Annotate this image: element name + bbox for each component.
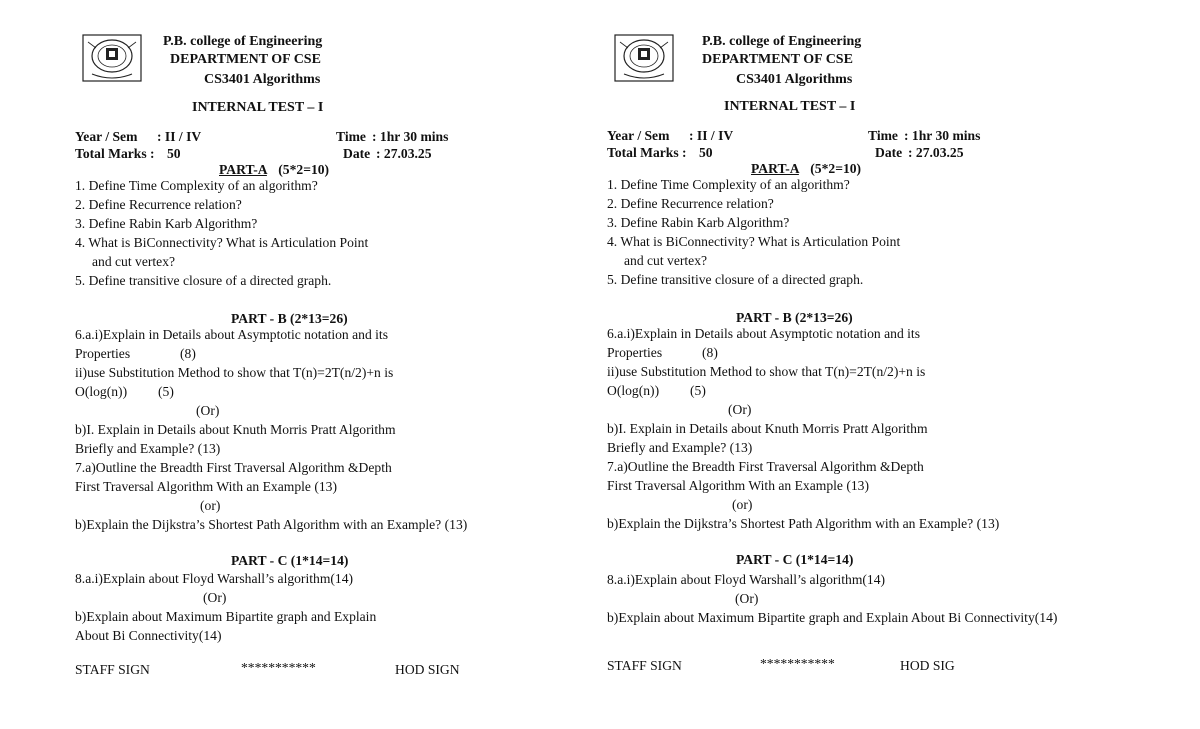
staff-sign: STAFF SIGN — [75, 662, 150, 677]
question-8a: 8.a.i)Explain about Floyd Warshall’s algorithm(14) — [75, 571, 354, 586]
year-sem-label: Year / Sem — [607, 128, 670, 143]
staff-sign: STAFF SIGN — [607, 658, 682, 673]
part-c-title: PART - C (1*14=14) — [736, 552, 854, 567]
hod-sign: HOD SIG — [900, 658, 955, 673]
question-6a-i-cont: Properties — [75, 346, 131, 361]
date-label: Date — [875, 145, 903, 160]
question-4-cont: and cut vertex? — [92, 254, 176, 269]
question-7a-cont: First Traversal Algorithm With an Example (13) — [75, 479, 337, 494]
date-value: : 27.03.25 — [908, 145, 964, 160]
question-1: 1. Define Time Complexity of an algorithm? — [75, 178, 318, 193]
part-a-heading — [219, 162, 329, 178]
question-7b: b)Explain the Dijkstra’s Shortest Path Algorithm with an Example? (13) — [75, 517, 468, 532]
question-3: 3. Define Rabin Karb Algorithm? — [75, 216, 258, 231]
total-marks-value: 50 — [167, 146, 181, 161]
part-b-title: PART - B (2*13=26) — [231, 311, 348, 326]
time-value: : 1hr 30 mins — [904, 128, 981, 143]
part-c-title: PART - C (1*14=14) — [231, 553, 349, 568]
date-label: Date — [343, 146, 371, 161]
question-6b-cont: Briefly and Example? (13) — [75, 441, 221, 456]
question-4-cont: and cut vertex? — [624, 253, 708, 268]
college-name: P.B. college of Engineering — [702, 34, 862, 49]
question-paper-left — [0, 0, 540, 729]
question-6b: b)I. Explain in Details about Knuth Morris Pratt Algorithm — [607, 421, 928, 436]
course-name: CS3401 Algorithms — [736, 72, 853, 87]
question-2: 2. Define Recurrence relation? — [607, 196, 774, 211]
year-sem-value: : II / IV — [157, 129, 202, 144]
question-8b-cont: About Bi Connectivity(14) — [75, 628, 222, 643]
year-sem-label: Year / Sem — [75, 129, 138, 144]
total-marks-value: 50 — [699, 145, 713, 160]
question-7a: 7.a)Outline the Breadth First Traversal Algorithm &Depth — [607, 459, 924, 474]
test-title: INTERNAL TEST – I — [192, 100, 324, 115]
year-sem-value: : II / IV — [689, 128, 734, 143]
part-a-marks: (5*2=10) — [278, 162, 330, 177]
total-marks-label: Total Marks : — [75, 146, 155, 161]
test-title: INTERNAL TEST – I — [724, 99, 856, 114]
question-paper-right — [532, 0, 1072, 729]
department-name: DEPARTMENT OF CSE — [170, 52, 321, 67]
question-6b: b)I. Explain in Details about Knuth Morris Pratt Algorithm — [75, 422, 396, 437]
question-1: 1. Define Time Complexity of an algorithm? — [607, 177, 850, 192]
college-emblem-icon — [614, 34, 674, 82]
question-5: 5. Define transitive closure of a directed graph. — [75, 273, 332, 288]
stars-separator: *********** — [241, 660, 316, 675]
question-6a-i: 6.a.i)Explain in Details about Asymptotic notation and its — [607, 326, 920, 341]
question-3: 3. Define Rabin Karb Algorithm? — [607, 215, 790, 230]
or-separator-7: (or) — [200, 498, 221, 513]
question-8b: b)Explain about Maximum Bipartite graph and Explain About Bi Connectivity(14) — [607, 610, 1058, 625]
question-2: 2. Define Recurrence relation? — [75, 197, 242, 212]
question-5: 5. Define transitive closure of a directed graph. — [607, 272, 864, 287]
question-6a-i-marks: (8) — [702, 345, 718, 360]
part-a-marks: (5*2=10) — [810, 161, 862, 176]
question-6b-cont: Briefly and Example? (13) — [607, 440, 753, 455]
question-6a-ii-marks: (5) — [158, 384, 174, 399]
time-value: : 1hr 30 mins — [372, 129, 449, 144]
part-a-heading — [751, 161, 861, 177]
question-7b: b)Explain the Dijkstra’s Shortest Path Algorithm with an Example? (13) — [607, 516, 1000, 531]
or-separator-6: (Or) — [196, 403, 220, 418]
or-separator-8: (Or) — [735, 591, 759, 606]
part-a-title: PART-A — [751, 161, 799, 176]
question-6a-ii: ii)use Substitution Method to show that T(n)=2T(n/2)+n is — [607, 364, 926, 379]
stars-separator: *********** — [760, 656, 835, 671]
question-7a: 7.a)Outline the Breadth First Traversal Algorithm &Depth — [75, 460, 392, 475]
question-8a: 8.a.i)Explain about Floyd Warshall’s algorithm(14) — [607, 572, 886, 587]
question-7a-cont: First Traversal Algorithm With an Example (13) — [607, 478, 869, 493]
college-emblem-icon — [82, 34, 142, 82]
question-6a-ii-cont: O(log(n)) — [75, 384, 128, 399]
question-4: 4. What is BiConnectivity? What is Articulation Point — [607, 234, 901, 249]
question-6a-ii-cont: O(log(n)) — [607, 383, 660, 398]
or-separator-7: (or) — [732, 497, 753, 512]
or-separator-6: (Or) — [728, 402, 752, 417]
time-label: Time — [868, 128, 898, 143]
department-name: DEPARTMENT OF CSE — [702, 52, 853, 67]
course-name: CS3401 Algorithms — [204, 72, 321, 87]
date-value: : 27.03.25 — [376, 146, 432, 161]
total-marks-label: Total Marks : — [607, 145, 687, 160]
college-name: P.B. college of Engineering — [163, 34, 323, 49]
question-8b: b)Explain about Maximum Bipartite graph and Explain — [75, 609, 377, 624]
question-6a-ii: ii)use Substitution Method to show that T(n)=2T(n/2)+n is — [75, 365, 394, 380]
or-separator-8: (Or) — [203, 590, 227, 605]
time-label: Time — [336, 129, 366, 144]
question-6a-i-marks: (8) — [180, 346, 196, 361]
question-6a-i-cont: Properties — [607, 345, 663, 360]
question-6a-ii-marks: (5) — [690, 383, 706, 398]
hod-sign: HOD SIGN — [395, 662, 460, 677]
question-6a-i: 6.a.i)Explain in Details about Asymptotic notation and its — [75, 327, 388, 342]
part-b-title: PART - B (2*13=26) — [736, 310, 853, 325]
question-4: 4. What is BiConnectivity? What is Articulation Point — [75, 235, 369, 250]
part-a-title: PART-A — [219, 162, 267, 177]
